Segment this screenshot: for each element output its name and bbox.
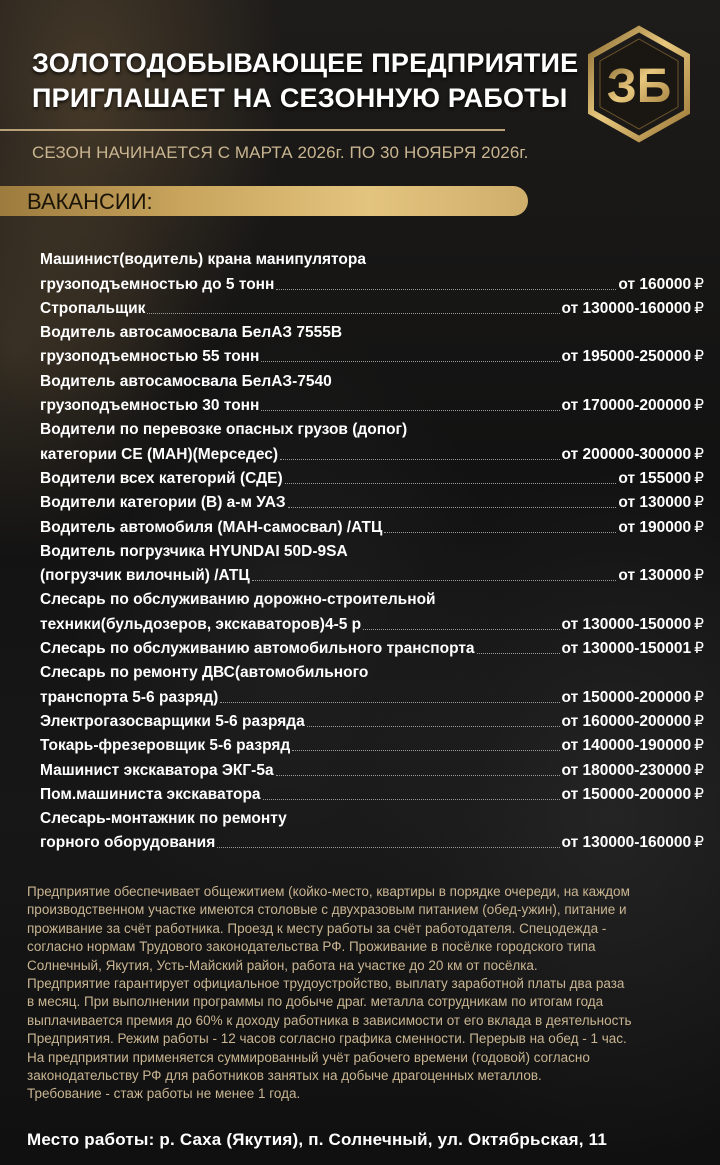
salary-value: от 150000-200000 xyxy=(561,688,692,706)
vacancy-line xyxy=(40,755,704,779)
ruble-sign: ₽ xyxy=(694,518,704,536)
vacancy-line xyxy=(40,609,704,633)
dot-leader xyxy=(288,507,617,508)
vacancy-salary xyxy=(618,567,704,585)
salary-value: от 180000-230000 xyxy=(561,761,692,779)
vacancy-title: Стропальщик xyxy=(40,299,146,317)
vacancy-title: Машинист(водитель) крана манипулятора xyxy=(40,251,366,269)
vacancy-list xyxy=(40,245,704,852)
ruble-sign: ₽ xyxy=(694,615,704,633)
vacancy-title: техники(бульдозеров, экскаваторов)4-5 р xyxy=(40,615,362,633)
vacancy-line xyxy=(40,561,704,585)
vacancy-title: Слесарь по обслуживанию автомобильного транспорта xyxy=(40,640,475,658)
dot-leader xyxy=(384,532,616,533)
vacancy-title: Водитель автосамосвала БелАЗ-7540 xyxy=(40,372,332,390)
vacancy-title: Водитель автосамосвала БелАЗ 7555В xyxy=(40,324,343,342)
vacancy-salary xyxy=(562,689,704,707)
dot-leader xyxy=(220,702,559,703)
vacancy-line xyxy=(40,342,704,366)
vacancy-line xyxy=(40,415,704,439)
dot-leader xyxy=(363,629,559,630)
terms-text xyxy=(27,883,697,1104)
vacancy-line xyxy=(40,585,704,609)
vacancy-title: Водители категории (В) а-м УАЗ xyxy=(40,494,286,512)
vacancy-line xyxy=(40,512,704,536)
dot-leader xyxy=(252,580,617,581)
vacancy-line xyxy=(40,828,704,852)
vacancy-salary xyxy=(562,300,704,318)
vacancy-title: Слесарь по обслуживанию дорожно-строительной xyxy=(40,591,436,609)
vacancy-title: грузоподъемностью 55 тонн xyxy=(40,348,260,366)
dot-leader xyxy=(261,410,559,411)
vacancy-line xyxy=(40,804,704,828)
title-line-2: ПРИГЛАШАЕТ НА СЕЗОННУЮ РАБОТЫ xyxy=(32,83,568,113)
vacancy-line xyxy=(40,537,704,561)
salary-value: от 130000-160000 xyxy=(561,834,692,852)
vacancy-salary xyxy=(618,276,704,294)
ruble-sign: ₽ xyxy=(694,299,704,317)
ruble-sign: ₽ xyxy=(694,712,704,730)
vacancy-salary xyxy=(562,786,704,804)
vacancy-line xyxy=(40,366,704,390)
salary-value: от 200000-300000 xyxy=(561,445,692,463)
ruble-sign: ₽ xyxy=(694,445,704,463)
ruble-sign: ₽ xyxy=(694,834,704,852)
vacancy-title: (погрузчик вилочный) /АТЦ xyxy=(40,567,250,585)
vacancy-title: грузоподъемностью 30 тонн xyxy=(40,397,260,415)
vacancy-title: Водитель автомобиля (МАН-самосвал) /АТЦ xyxy=(40,518,383,536)
vacancy-line xyxy=(40,391,704,415)
header-divider xyxy=(0,129,505,131)
vacancy-title: Слесарь-монтажник по ремонту xyxy=(40,810,287,828)
terms-line: выплачивается премия до 60% к доходу работника в зависимости от его вклада в деятельность xyxy=(27,1012,632,1028)
ruble-sign: ₽ xyxy=(694,737,704,755)
vacancy-salary xyxy=(562,397,704,415)
salary-value: от 150000-200000 xyxy=(561,785,692,803)
vacancy-salary xyxy=(618,494,704,512)
ruble-sign: ₽ xyxy=(694,640,704,658)
ruble-sign: ₽ xyxy=(694,567,704,585)
vacancy-salary xyxy=(562,762,704,780)
salary-value: от 130000-160000 xyxy=(561,299,692,317)
workplace-address: Место работы: р. Саха (Якутия), п. Солнечный, ул. Октябрьская, 11 xyxy=(27,1130,607,1149)
vacancy-title: Машинист экскаватора ЭКГ-5а xyxy=(40,761,274,779)
salary-value: от 130000 xyxy=(618,567,692,585)
salary-value: от 140000-190000 xyxy=(561,737,692,755)
vacancy-title: категории СЕ (МАН)(Мерседес) xyxy=(40,445,279,463)
vacancy-title: Электрогазосварщики 5-6 разряда xyxy=(40,712,305,730)
dot-leader xyxy=(477,653,560,654)
vacancy-title: Водитель погрузчика HYUNDAI 50D-9SA xyxy=(40,542,348,560)
ruble-sign: ₽ xyxy=(694,688,704,706)
vacancy-salary xyxy=(562,640,704,658)
dot-leader xyxy=(263,799,560,800)
terms-line: Предприятие обеспечивает общежитием (койко-место, квартиры в порядке очереди, на каждом xyxy=(27,884,630,899)
dot-leader xyxy=(307,726,560,727)
ruble-sign: ₽ xyxy=(694,785,704,803)
ruble-sign: ₽ xyxy=(694,397,704,415)
logo-letters: ЗБ xyxy=(606,60,672,113)
salary-value: от 130000 xyxy=(618,494,692,512)
ruble-sign: ₽ xyxy=(694,348,704,366)
vacancy-line xyxy=(40,318,704,342)
vacancy-line xyxy=(40,269,704,293)
terms-line: Предприятие гарантирует официальное трудоустройство, выплату заработной платы два раза xyxy=(27,976,625,992)
terms-line: согласно нормам Трудового законодательства РФ. Проживание в посёлке городского типа xyxy=(27,939,596,955)
vacancy-salary xyxy=(562,713,704,731)
company-logo xyxy=(585,25,693,143)
salary-value: от 195000-250000 xyxy=(561,348,692,366)
dot-leader xyxy=(292,750,559,751)
salary-value: от 160000 xyxy=(618,275,692,293)
vacancy-title: грузоподъемностью до 5 тонн xyxy=(40,275,275,293)
terms-line: проживание за счёт работника. Проезд к месту работы за счёт работодателя. Спецодежда - xyxy=(27,920,607,936)
vacancy-salary xyxy=(618,470,704,488)
ruble-sign: ₽ xyxy=(694,469,704,487)
terms-line: На предприятии применяется суммированный учёт рабочего времени (годовой) согласно xyxy=(27,1049,590,1065)
vacancy-salary xyxy=(562,446,704,464)
ruble-sign: ₽ xyxy=(694,761,704,779)
dot-leader xyxy=(217,847,559,848)
salary-value: от 130000-150000 xyxy=(561,615,692,633)
salary-value: от 155000 xyxy=(618,469,692,487)
season-dates: СЕЗОН НАЧИНАЕТСЯ С МАРТА 2026г. ПО 30 НОЯБРЯ 2026г. xyxy=(32,143,529,162)
terms-line: в месяц. При выполнении программы по добыче драг. металла сотрудникам по итогам года xyxy=(27,994,604,1010)
vacancy-line xyxy=(40,682,704,706)
title-line-1: ЗОЛОТОДОБЫВАЮЩЕЕ ПРЕДПРИЯТИЕ xyxy=(32,48,579,78)
vacancy-title: Слесарь по ремонту ДВС(автомобильного xyxy=(40,664,369,682)
terms-line: Солнечный, Якутия, Усть-Майский район, работа на участке до 20 км от посёлка. xyxy=(27,957,538,973)
terms-line: Предприятия. Режим работы - 12 часов согласно графика сменности. Перерыв на обед - 1 час. xyxy=(27,1031,627,1047)
terms-line: законодательству РФ для работников занятых на добыче драгоценных металлов. xyxy=(27,1068,542,1084)
page-title xyxy=(32,46,579,116)
vacancy-title: Водители всех категорий (СДЕ) xyxy=(40,469,283,487)
vacancy-line xyxy=(40,464,704,488)
terms-line: производственном участке имеются столовые с двухразовым питанием (обед-ужин), питание и xyxy=(27,902,627,918)
vacancy-line xyxy=(40,439,704,463)
dot-leader xyxy=(276,775,560,776)
salary-value: от 170000-200000 xyxy=(561,397,692,415)
dot-leader xyxy=(285,483,617,484)
vacancy-line xyxy=(40,731,704,755)
vacancy-salary xyxy=(562,737,704,755)
terms-line: Требование - стаж работы не менее 1 года. xyxy=(27,1086,301,1102)
vacancy-title: горного оборудования xyxy=(40,834,216,852)
vacancies-heading: ВАКАНСИИ: xyxy=(27,189,153,214)
vacancy-line xyxy=(40,245,704,269)
dot-leader xyxy=(147,313,559,314)
vacancy-line xyxy=(40,658,704,682)
ruble-sign: ₽ xyxy=(694,275,704,293)
vacancy-line xyxy=(40,780,704,804)
vacancy-salary xyxy=(618,519,704,537)
vacancy-salary xyxy=(562,348,704,366)
vacancy-title: транспорта 5-6 разряд) xyxy=(40,688,219,706)
vacancy-salary xyxy=(562,834,704,852)
salary-value: от 160000-200000 xyxy=(561,712,692,730)
vacancy-line xyxy=(40,707,704,731)
dot-leader xyxy=(261,361,559,362)
vacancy-line xyxy=(40,488,704,512)
vacancy-line xyxy=(40,634,704,658)
ruble-sign: ₽ xyxy=(694,494,704,512)
salary-value: от 130000-150001 xyxy=(561,640,692,658)
vacancy-line xyxy=(40,294,704,318)
vacancy-title: Токарь-фрезеровщик 5-6 разряд xyxy=(40,737,291,755)
vacancy-title: Пом.машиниста экскаватора xyxy=(40,785,261,803)
vacancy-title: Водители по перевозке опасных грузов (допог) xyxy=(40,421,408,439)
vacancy-salary xyxy=(562,616,704,634)
salary-value: от 190000 xyxy=(618,518,692,536)
dot-leader xyxy=(276,289,616,290)
dot-leader xyxy=(280,459,559,460)
